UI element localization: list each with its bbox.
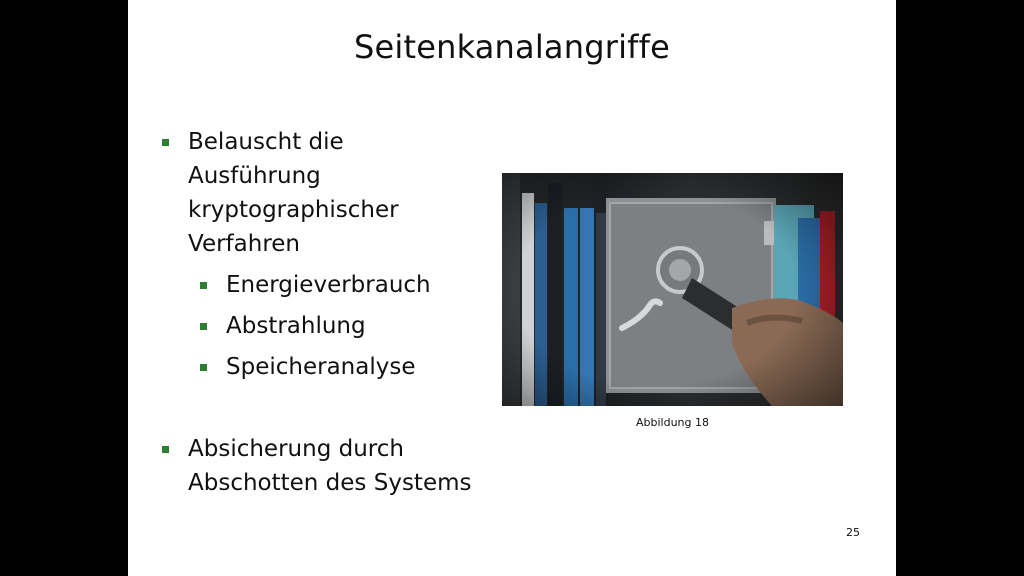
slide-title: Seitenkanalangriffe [353,28,671,66]
bullet-square-icon [162,139,169,146]
page-number: 25 [846,526,860,539]
bullet-item [188,125,448,261]
slide [128,0,896,576]
bullet-text: Belauscht die Ausführung kryptographischer Verfahren [188,129,399,257]
safe-with-hand-illustration [502,173,843,406]
bullet-item [188,432,508,500]
sub-bullet-item [226,350,415,384]
sub-bullet-item [226,268,431,302]
figure-caption: Abbildung 18 [635,416,709,429]
sub-bullet-text: Abstrahlung [226,313,366,339]
bullet-text: Absicherung durch Abschotten des Systems [188,436,472,496]
bullet-square-icon [200,364,207,371]
sub-bullet-text: Speicheranalyse [226,354,416,380]
bullet-square-icon [200,282,207,289]
sub-bullet-text: Energieverbrauch [226,272,431,298]
bullet-square-icon [200,323,207,330]
safe-photo [502,173,843,406]
bullet-square-icon [162,446,169,453]
sub-bullet-item [226,309,366,343]
